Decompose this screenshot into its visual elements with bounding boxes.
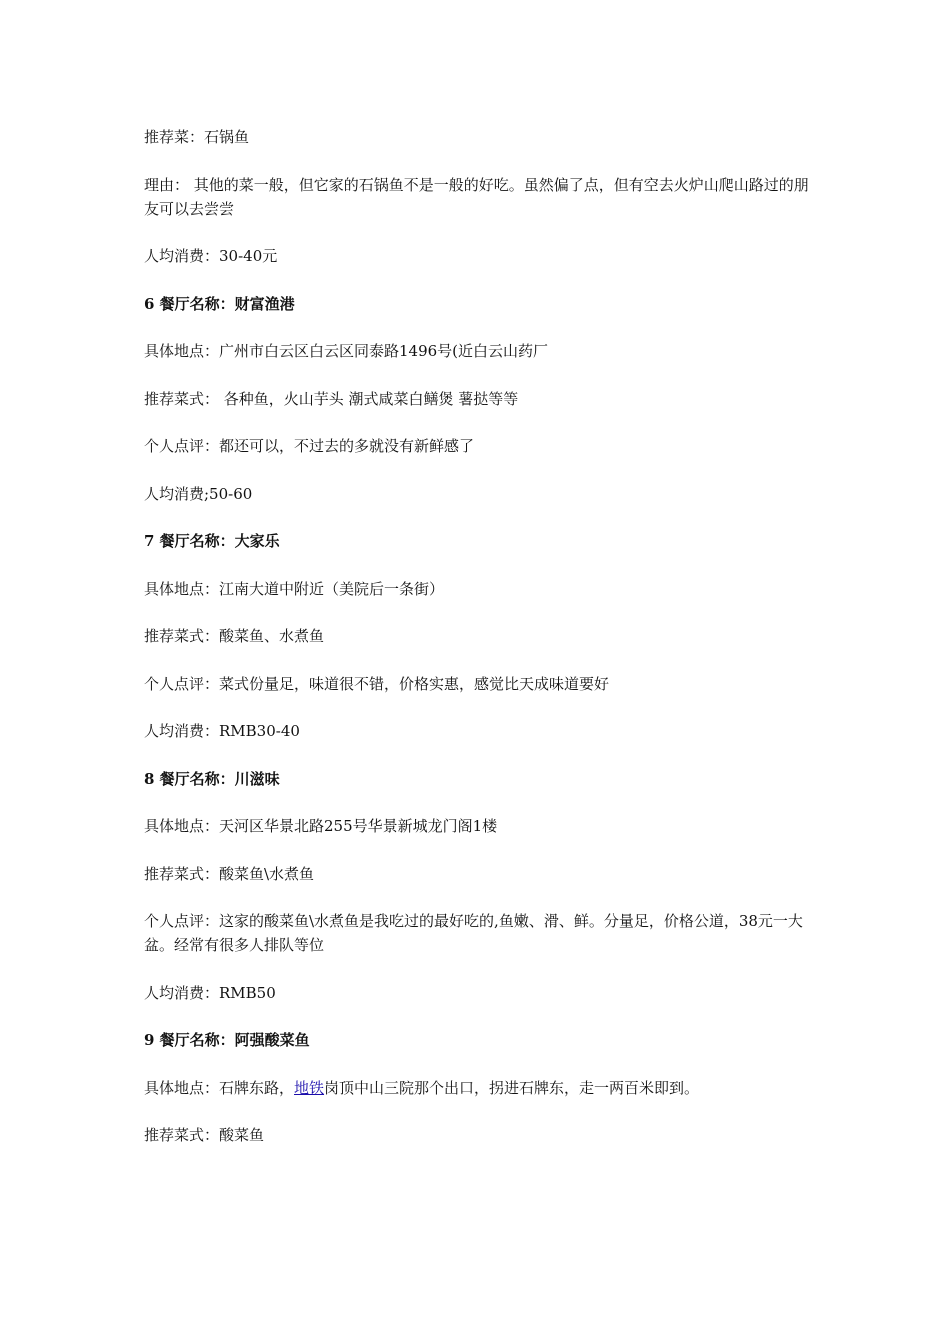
- personal-review: 个人点评：都还可以，不过去的多就没有新鲜感了: [144, 437, 475, 455]
- address-prefix: 具体地点：石牌东路，: [144, 1078, 295, 1097]
- avg-cost: 人均消费：RMB50: [144, 983, 276, 1002]
- subway-link[interactable]: 地铁: [294, 1078, 325, 1097]
- reason-text: 理由： 其他的菜一般，但它家的石锅鱼不是一般的好吃。虽然偏了点，但有空去火炉山爬山路过的朋友可以去尝尝: [144, 175, 809, 218]
- avg-cost: 人均消费;50-60: [144, 484, 253, 503]
- avg-cost: 人均消费：30-40元: [144, 247, 278, 265]
- recommended-dishes: 推荐菜式： 各种鱼，火山芋头 潮式咸菜白鳝煲 薯挞等等: [144, 389, 519, 408]
- restaurant-heading-7: 7 餐厅名称：大家乐: [144, 532, 280, 550]
- personal-review: 个人点评：这家的酸菜鱼\水煮鱼是我吃过的最好吃的,鱼嫩、滑、鲜。分量足，价格公道，38元一大盆。经常有很多人排队等位: [144, 912, 803, 954]
- restaurant-heading-6: 6 餐厅名称：财富渔港: [144, 294, 295, 313]
- recommended-dishes: 推荐菜式：酸菜鱼\水煮鱼: [144, 864, 315, 883]
- document-body: [144, 125, 810, 1171]
- recommended-dishes: 推荐菜式：酸菜鱼: [144, 1126, 265, 1144]
- avg-cost: 人均消费：RMB30-40: [144, 722, 300, 740]
- recommended-dish: 推荐菜：石锅鱼: [144, 128, 250, 146]
- restaurant-heading-8: 8 餐厅名称：川滋味: [144, 769, 280, 788]
- address-suffix: 岗顶中山三院那个出口，拐进石牌东，走一两百米即到。: [324, 1078, 700, 1097]
- personal-review: 个人点评：菜式份量足，味道很不错，价格实惠，感觉比天成味道要好: [144, 674, 610, 693]
- address-text: 具体地点：江南大道中附近（美院后一条街）: [144, 579, 445, 598]
- recommended-dishes: 推荐菜式：酸菜鱼、水煮鱼: [144, 627, 325, 645]
- address-text: 具体地点：广州市白云区白云区同泰路1496号(近白云山药厂: [144, 342, 549, 360]
- address-text: 具体地点：天河区华景北路255号华景新城龙门阁1楼: [144, 817, 498, 835]
- address-text: [144, 1076, 810, 1100]
- restaurant-heading-9: 9 餐厅名称：阿强酸菜鱼: [144, 1031, 310, 1049]
